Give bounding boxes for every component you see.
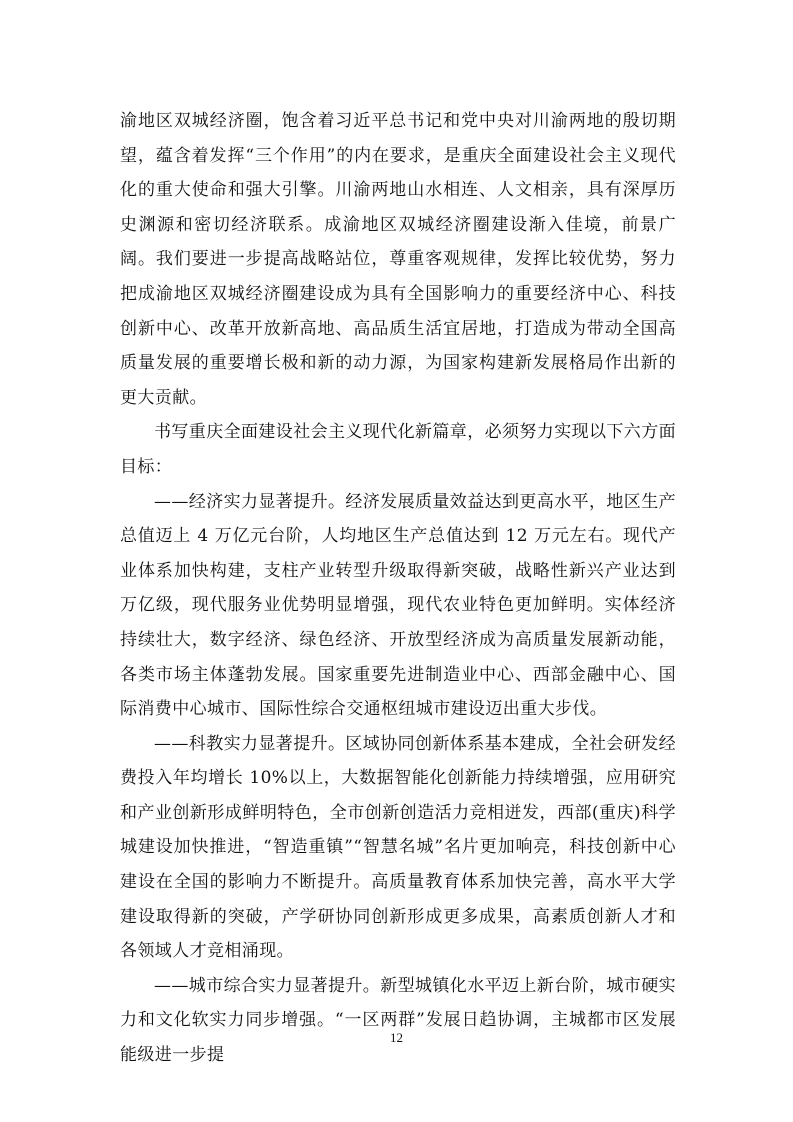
paragraph-six-goals-intro: 书写重庆全面建设社会主义现代化新篇章，必须努力实现以下六方面目标：	[120, 422, 676, 477]
body-text	[120, 104, 676, 1073]
paragraph-science-education: ——科教实力显著提升。区域协同创新体系基本建成，全社会研发经费投入年均增长 10%以上，大数据智能化创新能力持续增强，应用研究和产业创新形成鲜明特色，全市创新创造活力竞相迸发，西部(重庆)科学城建设加快推进，“智造重镇”“智慧名城”名片更加响亮，科技创新中心建设在全国的影响力不断提升。高质量教育体系加快完善，高水平大学建设取得新的突破，产学研协同创新形成更多成果，高素质创新人才和各领域人才竞相涌现。	[120, 733, 676, 962]
paragraph-continuation: 渝地区双城经济圈，饱含着习近平总书记和党中央对川渝两地的殷切期望，蕴含着发挥“三个作用”的内在要求，是重庆全面建设社会主义现代化的重大使命和强大引擎。川渝两地山水相连、人文相亲，具有深厚历史渊源和密切经济联系。成渝地区双城经济圈建设渐入佳境，前景广阔。我们要进一步提高战略站位，尊重客观规律，发挥比较优势，努力把成渝地区双城经济圈建设成为具有全国影响力的重要经济中心、科技创新中心、改革开放新高地、高品质生活宜居地，打造成为带动全国高质量发展的重要增长极和新的动力源，为国家构建新发展格局作出新的更大贡献。	[120, 111, 676, 408]
page-number: 12	[390, 1030, 403, 1045]
paragraph-economic-strength: ——经济实力显著提升。经济发展质量效益达到更高水平，地区生产总值迈上 4 万亿元台阶，人均地区生产总值达到 12 万元左右。现代产业体系加快构建，支柱产业转型升级取得新突破，战略性新兴产业达到万亿级，现代服务业优势明显增强，现代农业特色更加鲜明。实体经济持续壮大，数字经济、绿色经济、开放型经济成为高质量发展新动能，各类市场主体蓬勃发展。国家重要先进制造业中心、西部金融中心、国际消费中心城市、国际性综合交通枢纽城市建设迈出重大步伐。	[120, 491, 676, 720]
paragraph-urban-strength: ——城市综合实力显著提升。新型城镇化水平迈上新台阶，城市硬实力和文化软实力同步增强。“一区两群”发展日趋协调，主城都市区发展能级进一步提	[120, 975, 676, 1066]
